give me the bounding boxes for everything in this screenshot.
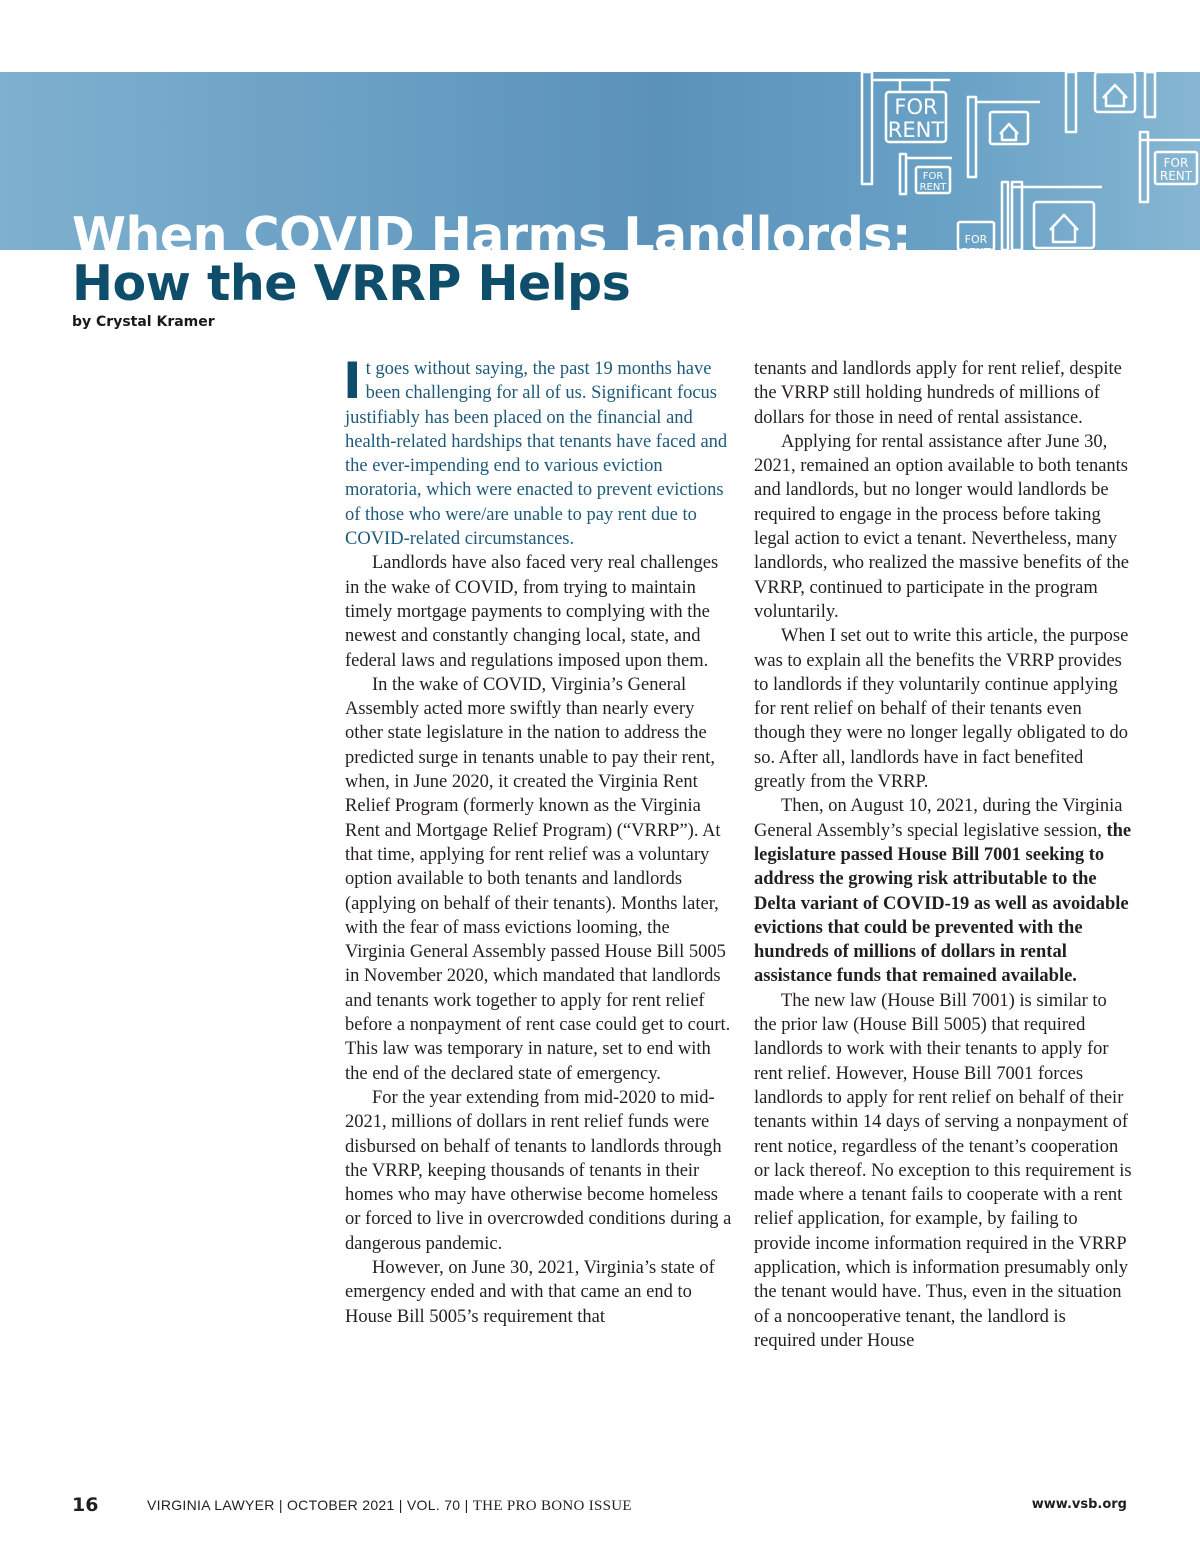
sign-bottom-rent: RENT bbox=[961, 246, 991, 259]
sign-right-for: FOR bbox=[1163, 156, 1189, 170]
article-column-right bbox=[754, 357, 1132, 1353]
paragraph-with-bold bbox=[754, 794, 1132, 988]
paragraph-text: Then, on August 10, 2021, during the Virginia General Assembly’s special legislative session, bbox=[754, 796, 1123, 841]
drop-cap: I bbox=[343, 352, 362, 410]
sign-house-icon bbox=[968, 97, 1040, 177]
paragraph: When I set out to write this article, the purpose was to explain all the benefits the VRRP provides to landlords if they voluntarily continue applying for rent relief on behalf of their tenants even though they were no longer legally obligated to do so. After all, landlords have in fact benefited greatly from the VRRP. bbox=[754, 626, 1129, 793]
paragraph: However, on June 30, 2021, Virginia’s state of emergency ended and with that came an end to House Bill 5005’s requirement that bbox=[345, 1257, 715, 1327]
paragraph: The new law (House Bill 7001) is similar to the prior law (House Bill 5005) that required landlords to work with their tenants to apply for rent relief. However, House Bill 7001 forces landlords to apply for rent relief on behalf of their tenants within 14 days of serving a nonpayment of rent notice, regardless of the tenant’s cooperation or lack thereof. No exception to this requirement is made where a tenant fails to cooperate with a rent relief application, for example, by failing to provide income information required in the VRRP application, which is information presumably only the tenant would have. Thus, even in the situation of a noncooperative tenant, the landlord is required under House bbox=[754, 990, 1132, 1351]
paragraph: tenants and landlords apply for rent relief, despite the VRRP still holding hundreds of millions of dollars for those in need of rental assistance. bbox=[754, 359, 1122, 428]
issue-name: THE PRO BONO ISSUE bbox=[472, 1498, 632, 1514]
sign-right-rent: RENT bbox=[1159, 169, 1193, 183]
sign-large-rent: RENT bbox=[887, 118, 945, 142]
paragraph: For the year extending from mid-2020 to mid-2021, millions of dollars in rent relief funds were disbursed on behalf of tenants to landlords through the VRRP, keeping thousands of tenants in their homes who may have otherwise become homeless or forced to live in overcrowded conditions during a dangerous pandemic. bbox=[345, 1087, 732, 1254]
sign-small-rent: RENT bbox=[919, 182, 947, 193]
magazine-info: VIRGINIA LAWYER | OCTOBER 2021 | VOL. 70 | THE PRO BONO ISSUE bbox=[147, 1497, 632, 1514]
article-title-line2: How the VRRP Helps bbox=[72, 255, 631, 312]
website-link[interactable]: www.vsb.org bbox=[1031, 1497, 1127, 1512]
lead-paragraph bbox=[343, 352, 733, 551]
sign-small-for: FOR bbox=[922, 171, 944, 182]
article-title-line1: When COVID Harms Landlords: bbox=[72, 207, 912, 264]
lead-text: t goes without saying, the past 19 months have been challenging for all of us. Significant focus justifiably has been placed on the financial and health-related hardships that tenants have faced and the ever-impending end to various eviction moratoria, which were enacted to prevent evictions of those who were/are unable to pay rent due to COVID-related circumstances. bbox=[345, 359, 728, 550]
paragraph: In the wake of COVID, Virginia’s General Assembly acted more swiftly than nearly every other state legislature in the nation to address the predicted surge in tenants unable to pay their rent, when, in June 2020, it created the Virginia Rent Relief Program (formerly known as the Virginia Rent and Mortgage Relief Program) (“VRRP”). At that time, applying for rent relief was a voluntary option available to both tenants and landlords (applying on behalf of their tenants). Months later, with the fear of mass evictions looming, the Virginia General Assembly passed House Bill 5005 in November 2020, which mandated that landlords and tenants work together to apply for rent relief before a nonpayment of rent case could get to court. This law was temporary in nature, set to end with the end of the declared state of emergency. bbox=[345, 674, 731, 1084]
sign-tall-house-icon bbox=[1066, 72, 1155, 132]
magazine-name: VIRGINIA LAWYER | OCTOBER 2021 | VOL. 70 bbox=[147, 1497, 461, 1513]
sign-large-for: FOR bbox=[894, 95, 938, 119]
page-footer bbox=[0, 1494, 1200, 1518]
paragraph: Landlords have also faced very real challenges in the wake of COVID, from trying to maintain timely mortgage payments to complying with the newest and constantly changing local, state, and federal laws and regulations imposed upon them. bbox=[345, 553, 719, 671]
article-column-left bbox=[343, 352, 733, 1329]
sign-small-icon bbox=[900, 154, 952, 194]
sign-bottom-small-icon bbox=[958, 222, 994, 259]
paragraph: Applying for rental assistance after June 30, 2021, remained an option available to both tenants and landlords, but no longer would landlords be required to engage in the process before taking legal action to evict a tenant. Nevertheless, many landlords, who realized the massive benefits of the VRRP, continued to participate in the program voluntarily. bbox=[754, 431, 1130, 622]
page-number: 16 bbox=[72, 1494, 99, 1516]
sign-bottom-house-icon bbox=[1002, 182, 1102, 250]
byline: by Crystal Kramer bbox=[72, 314, 215, 330]
bold-text: the legislature passed House Bill 7001 seeking to address the growing risk attributable to the Delta variant of COVID-19 as well as avoidable evictions that could be prevented with the hundreds of millions of dollars in rental assistance funds that remained available. bbox=[754, 820, 1132, 987]
sign-right-icon bbox=[1140, 132, 1200, 202]
sign-bottom-for: FOR bbox=[964, 233, 988, 246]
